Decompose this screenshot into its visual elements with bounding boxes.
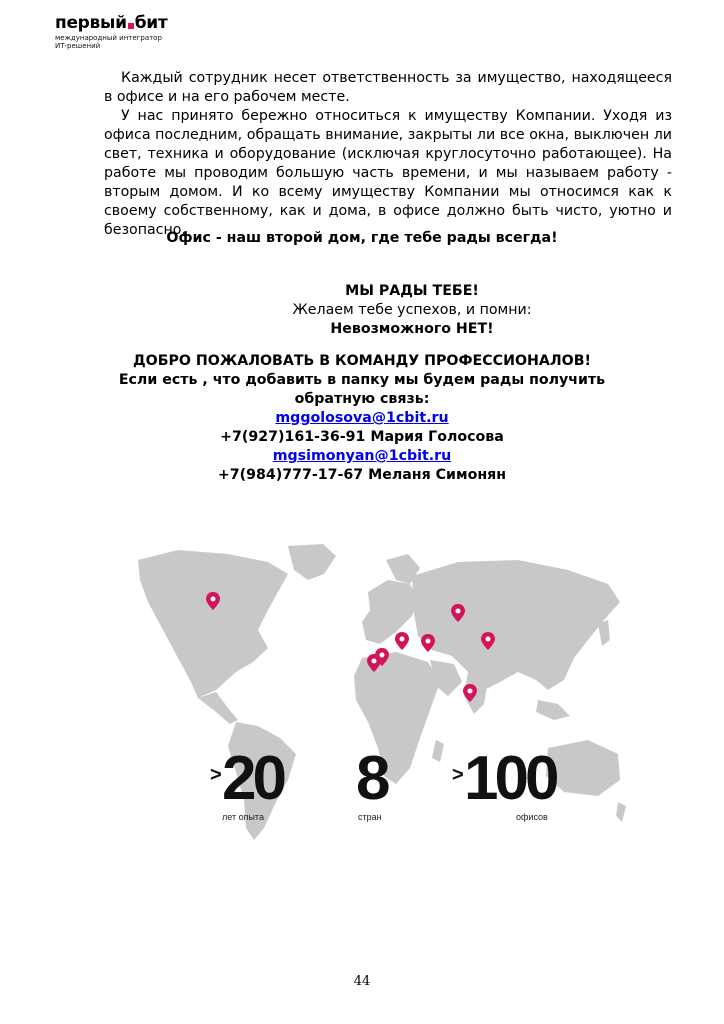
phone-golosova: +7(927)161-36-91 Мария Голосова xyxy=(220,429,504,445)
company-logo xyxy=(55,14,167,50)
body-text xyxy=(104,69,672,240)
welcome-block xyxy=(112,352,612,485)
office-motto: Офис - наш второй дом, где тебе рады всегда! xyxy=(166,230,558,246)
map-pin-icon xyxy=(395,632,409,650)
welcome-title: ДОБРО ПОЖАЛОВАТЬ В КОМАНДУ ПРОФЕССИОНАЛОВ! xyxy=(133,353,591,369)
stat-experience-prefix: > xyxy=(210,764,222,786)
phone-simonyan: +7(984)777-17-67 Меланя Симонян xyxy=(217,467,507,483)
stat-experience-label: лет опыта xyxy=(222,812,264,822)
greeting-slogan: Невозможного НЕТ! xyxy=(330,321,494,337)
logo-wordmark: первый бит xyxy=(55,13,168,33)
email-link-golosova[interactable]: mggolosova@1cbit.ru xyxy=(275,410,449,426)
paragraph-responsibility: Каждый сотрудник несет ответственность за имущество, находящееся в офисе и на его рабочем месте. xyxy=(104,70,672,105)
greeting-block xyxy=(262,282,562,339)
stat-countries-number: 8 xyxy=(356,744,387,813)
stat-countries-label: стран xyxy=(358,812,382,822)
stat-experience-number: 20 xyxy=(222,744,283,813)
greeting-title: МЫ РАДЫ ТЕБЕ! xyxy=(345,283,479,299)
stat-offices-prefix: > xyxy=(452,764,464,786)
greeting-wish: Желаем тебе успехов, и помни: xyxy=(292,302,532,318)
feedback-line-1: Если есть , что добавить в папку мы будем рады получить xyxy=(118,372,606,388)
stat-offices-number: 100 xyxy=(464,744,556,813)
page-number: 44 xyxy=(353,974,371,989)
paragraph-property: У нас принято бережно относиться к имуществу Компании. Уходя из офиса последним, обращать внимание, закрыты ли все окна, выключен ли свет, техника и оборудование (исключая круглосуточно работающее). На работе мы проводим большую часть времени, и мы называем работу - вторым домом. И ко всему имуществу Компании мы относимся как к своему собственному, как и дома, в офисе должно быть чисто, уютно и безопасно. xyxy=(104,108,672,238)
logo-subtitle-1: международный интегратор xyxy=(55,34,162,42)
logo-subtitle-2: ИТ-решений xyxy=(55,42,101,50)
feedback-line-2: обратную связь: xyxy=(294,391,430,407)
logo-dot-icon xyxy=(128,23,134,29)
stat-offices-label: офисов xyxy=(516,812,548,822)
email-link-simonyan[interactable]: mgsimonyan@1cbit.ru xyxy=(272,448,452,464)
